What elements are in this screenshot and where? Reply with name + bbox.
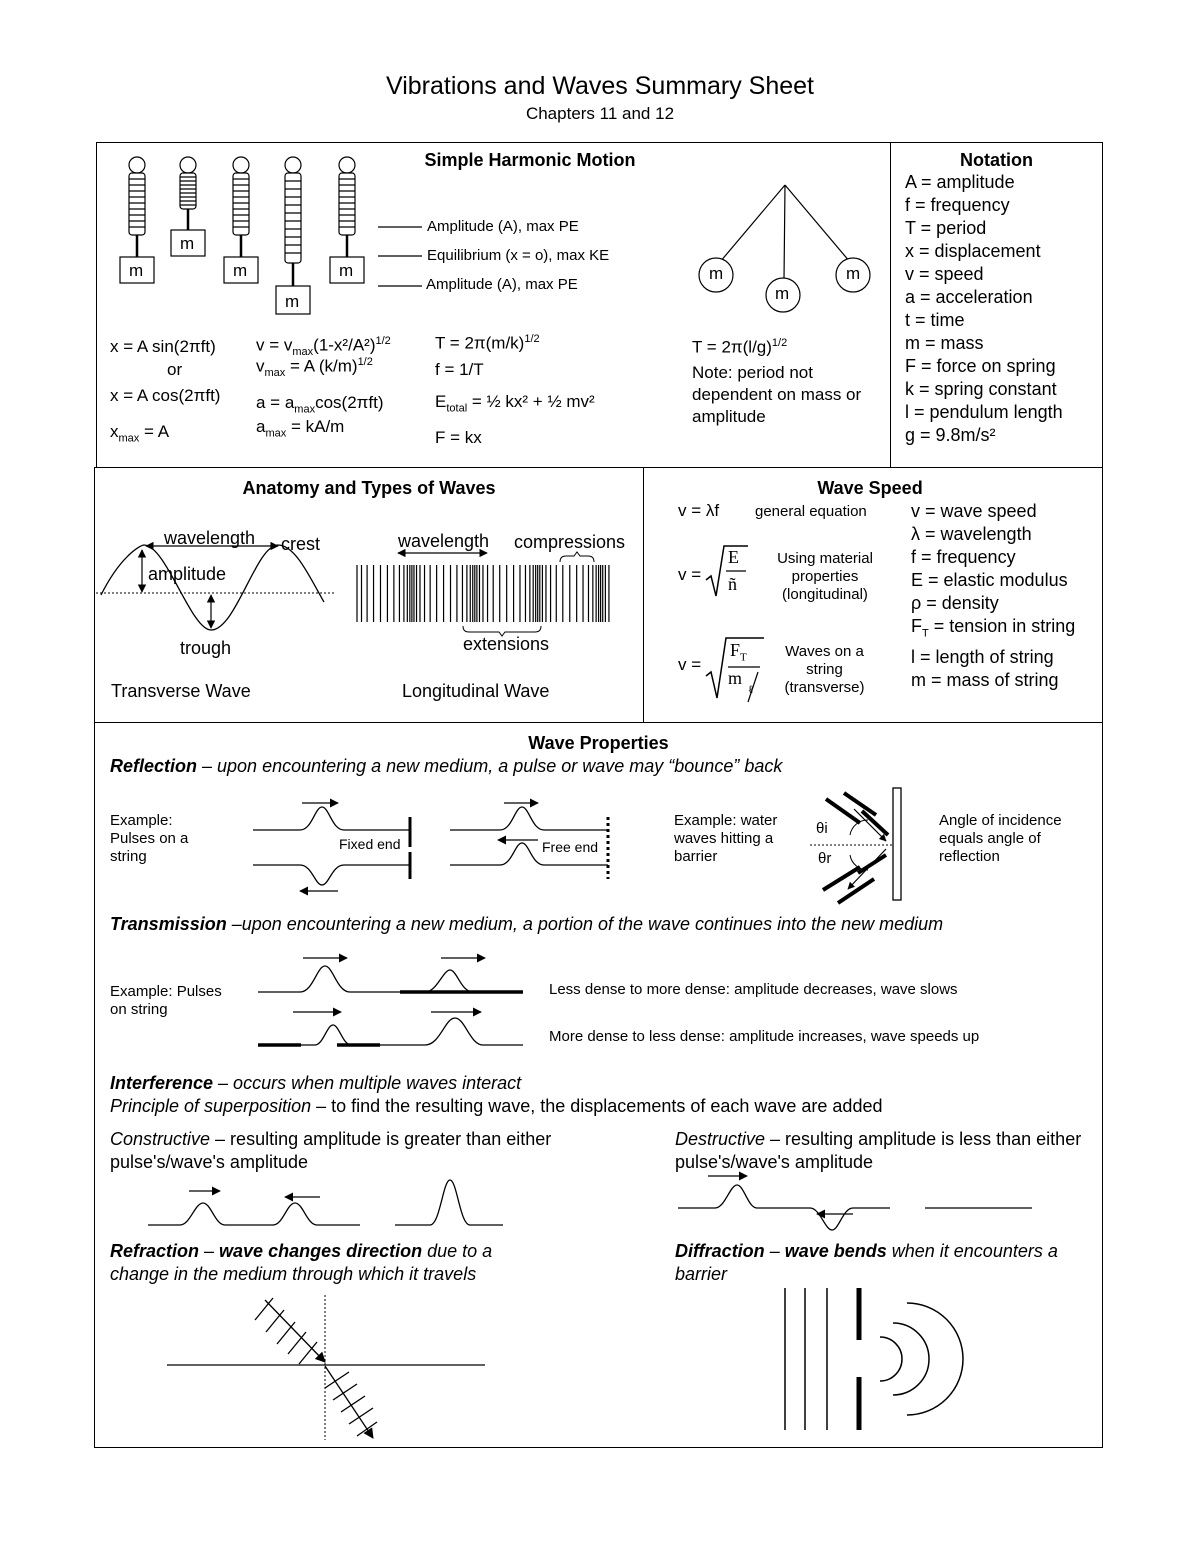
ws-eq-general: v = λf [678, 501, 720, 520]
refraction-diagram [165, 1290, 490, 1445]
destructive-diagram [675, 1170, 1040, 1235]
pendulum-mass-3: m [846, 264, 861, 283]
page-title: Vibrations and Waves Summary Sheet [386, 72, 814, 100]
ws-item: $F_T$ = tension in string [911, 616, 1076, 640]
page-subtitle: Chapters 11 and 12 [525, 104, 675, 123]
mass-label-1: m [129, 261, 144, 280]
sqrt-sign-material [706, 544, 748, 602]
ws-eq-material-left: v = [678, 565, 702, 584]
eq-f: f = 1/T [435, 360, 484, 379]
destructive-text: Destructive – resulting amplitude is less than either pulse's/wave's amplitude [675, 1129, 1082, 1172]
spring-mass-diagram [110, 155, 400, 320]
ws-item: λ = wavelength [911, 524, 1032, 544]
pointer-label-top: Amplitude (A), max PE [427, 218, 579, 235]
ws-eq-string-num: $F_T$ [730, 640, 747, 664]
fixed-end-label: Fixed end [339, 836, 401, 852]
eq-x-cos: x = A cos(2πft) [110, 386, 221, 405]
notation-item: t = time [905, 310, 965, 330]
eq-E: $E_{total}$ = ½ kx² + ½ mv² [435, 392, 595, 415]
theta-r-label: θr [818, 850, 832, 867]
reflection-text: Reflection – upon encountering a new medium, a pulse or wave may “bounce” back [110, 756, 783, 776]
angle-note: Angle of incidence equals angle of reflection [939, 812, 1062, 865]
ws-item: ρ = density [911, 593, 999, 613]
eq-x-sin: x = A sin(2πft) [110, 337, 216, 356]
constructive-text: Constructive – resulting amplitude is greater than either pulse's/wave's amplitude [110, 1129, 552, 1172]
eq-v2: $v_{max} = A$ $(k/m)^{1/2}$ [256, 356, 373, 380]
mass-label-4: m [285, 292, 300, 311]
mass-label-5: m [339, 261, 354, 280]
trough-label: trough [180, 638, 232, 658]
ws-eq-string-den: $m_\ell$ [728, 668, 754, 696]
water-wave-barrier-diagram [808, 785, 913, 905]
ws-eq-material-num: E [728, 547, 739, 567]
less-to-more-dense: Less dense to more dense: amplitude decreases, wave slows [549, 981, 958, 998]
mass-label-3: m [233, 261, 248, 280]
notation-heading: Notation [960, 150, 1033, 170]
ws-eq-string-desc: Waves on a string (transverse) [784, 643, 865, 696]
pointer-label-bottom: Amplitude (A), max PE [426, 276, 578, 293]
compressions-label: compressions [514, 532, 626, 552]
ws-eq-string-left: v = [678, 655, 702, 674]
pointer-label-mid: Equilibrium (x = o), max KE [427, 247, 610, 264]
ws-eq-material-desc: Using material properties (longitudinal) [777, 550, 873, 603]
amplitude-label: amplitude [148, 564, 227, 584]
anatomy-heading: Anatomy and Types of Waves [242, 478, 496, 498]
longitudinal-caption: Longitudinal Wave [402, 681, 550, 701]
free-end-label: Free end [542, 839, 599, 855]
diffraction-diagram [775, 1285, 975, 1433]
reflection-example-string: Example: Pulses on a string [110, 812, 189, 865]
ws-eq-material-den: ñ [728, 574, 737, 594]
notation-list [905, 171, 1063, 447]
transverse-caption: Transverse Wave [111, 681, 251, 701]
eq-v1: $v = v_{max}(1-x^2/A^2)^{1/2}$ [256, 335, 391, 359]
pendulum-mass-1: m [709, 264, 724, 283]
notation-item: T = period [905, 218, 987, 238]
long-wavelength-label: wavelength [398, 531, 490, 551]
notation-item: f = frequency [905, 195, 1010, 215]
notation-item: m = mass [905, 333, 984, 353]
interference-text: Interference – occurs when multiple waves interact [110, 1073, 522, 1093]
notation-item: g = 9.8m/s² [905, 425, 996, 445]
eq-a2: $a_{max} = kA/m$ [256, 417, 345, 440]
constructive-diagram [145, 1175, 510, 1230]
eq-T: $T = 2\pi(m/k)^{1/2}$ [435, 333, 540, 353]
longitudinal-wave-diagram [355, 540, 615, 635]
ws-item: v = wave speed [911, 501, 1037, 521]
wave-speed-notation [911, 500, 1075, 692]
notation-item: x = displacement [905, 241, 1041, 261]
notation-item: A = amplitude [905, 172, 1015, 192]
refraction-text: Refraction – wave changes direction due to a change in the medium through which it travels [110, 1241, 493, 1284]
crest-label: crest [281, 534, 321, 554]
wavelength-label: wavelength [164, 528, 256, 548]
diffraction-text: Diffraction – wave bends when it encounters a barrier [675, 1241, 1058, 1284]
eq-or: or [167, 360, 183, 379]
ws-eq-general-desc: general equation [755, 503, 867, 520]
eq-xmax: $x_{max} = A$ [110, 422, 170, 445]
notation-item: F = force on spring [905, 356, 1056, 376]
transmission-diagram [255, 950, 530, 1050]
theta-i-label: θi [816, 820, 828, 837]
pendulum-period: $T = 2\pi(l/g)^{1/2}$ [692, 337, 788, 357]
notation-item: a = acceleration [905, 287, 1033, 307]
pendulum-mass-2: m [775, 284, 790, 303]
transmission-example: Example: Pulses on string [110, 983, 222, 1018]
ws-item: l = length of string [911, 646, 1054, 667]
superposition-text: Principle of superposition – to find the resulting wave, the displacements of each wave are added [110, 1096, 883, 1116]
transmission-text: Transmission –upon encountering a new medium, a portion of the wave continues into the new medium [110, 914, 944, 934]
notation-item: l = pendulum length [905, 402, 1063, 422]
mass-label-2: m [180, 234, 195, 253]
shm-heading: Simple Harmonic Motion [424, 150, 636, 170]
reflection-example-water: Example: water waves hitting a barrier [674, 812, 778, 865]
extensions-label: extensions [463, 634, 550, 654]
eq-a1: $a = a_{max}\cos(2\pi ft)$ [256, 393, 384, 416]
ws-item: f = frequency [911, 547, 1016, 567]
more-to-less-dense: More dense to less dense: amplitude increases, wave speeds up [549, 1028, 980, 1045]
ws-item: E = elastic modulus [911, 570, 1068, 590]
wave-speed-heading: Wave Speed [817, 478, 923, 498]
wave-properties-heading: Wave Properties [528, 733, 669, 753]
pendulum-note: Note: period not dependent on mass or amplitude [692, 363, 862, 426]
notation-item: k = spring constant [905, 379, 1057, 399]
eq-F: F = kx [435, 428, 482, 447]
notation-item: v = speed [905, 264, 984, 284]
ws-item: m = mass of string [911, 669, 1059, 690]
